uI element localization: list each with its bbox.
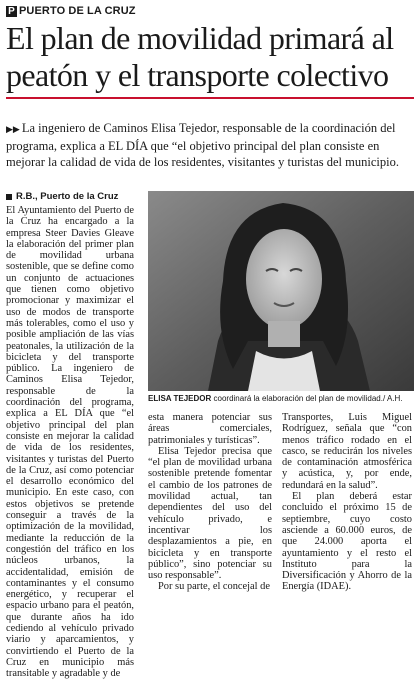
body-paragraph: El Ayuntamiento del Puerto de la Cruz ha encargado a la empresa Steer Davies Gleave la elaboración del primer plan de movilidad urbana sostenible, que se define como un conjunto de actuaciones que tienen como objetivo promocionar y maximizar el uso de modos de transporte más tolerables, como el uso y posible ampliación de las vías peatonales, la utilización de la bicicleta y del transporte público. La ingeniero de Caminos Elisa Tejedor, responsable de la coordinación del programa, explica a EL DÍA que “el objetivo principal del plan consiste en mejorar la calidad de vida de los residentes, visitantes y turistas del Puerto de la Cruz, así como potenciar el desarrollo económico del municipio. En este caso, con estos objetivos se pretende conseguir a través de la optimización de la movilidad, mediante la reducción de la congestión del tráfico en los núcleos urbanos, la accidentalidad, emisión de contaminantes y el consumo energético, y recuperar el espacio urbano para el peatón, que durante años ha ido cediendo al vehículo privado viario y aparcamientos, y convirtiendo el Puerto de la Cruz en municipio más transitable y agradable y de [6, 205, 134, 679]
body-paragraph: Elisa Tejedor precisa que “el plan de movilidad urbana sostenible pretende fomentar el cambio de los patrones de movilidad actual, tan dependientes del uso del vehículo privado, e incentivar los desplazamientos a pie, en bicicleta y en transporte público”, sino potenciar su uso responsable”. [148, 445, 272, 582]
photo-elisa-tejedor [148, 191, 414, 391]
body-paragraph: El plan deberá estar concluido el próximo 15 de septiembre, cuyo costo asciende a 60.000 euros, de que 24.000 aporta el ayuntamiento y el resto el Instituto para la Diversificación y Ahorro de la Energía (IDAE). [282, 491, 412, 593]
caption-name: ELISA TEJEDOR [148, 394, 212, 403]
body-column-1 [6, 205, 134, 679]
body-column-3 [282, 412, 412, 593]
byline-square-icon [6, 194, 12, 200]
section-marker-icon: P [6, 6, 17, 17]
byline [6, 191, 118, 202]
caption-text: coordinará la elaboración del plan de movilidad. [211, 394, 383, 403]
byline-text: R.B., Puerto de la Cruz [16, 191, 119, 202]
body-paragraph: Transportes, Luis Miguel Rodríguez, señala que “con menos tráfico rodado en el casco, se reducirán los niveles de contaminación atmosférica y acústica, y, por ende, redundará en la salud”. [282, 412, 412, 491]
section-label: PUERTO DE LA CRUZ [19, 5, 136, 17]
photo-caption [148, 394, 414, 404]
headline-rule [6, 97, 414, 99]
photo-credit: / A.H. [382, 394, 403, 403]
body-paragraph: Por su parte, el concejal de [158, 581, 270, 593]
portrait-image [148, 191, 414, 391]
lead-text: La ingeniero de Caminos Elisa Tejedor, responsable de la coordinación del programa, explica a EL DÍA que “el objetivo principal del plan consiste en mejorar la calidad de vida de los residentes, visitantes y turistas del municipio. [6, 121, 399, 169]
body-column-2 [148, 412, 272, 593]
lead-paragraph [6, 120, 414, 170]
section-tag [6, 4, 136, 18]
double-arrow-icon: ▶▶ [6, 125, 20, 135]
body-paragraph: esta manera potenciar sus áreas comerciales, patrimoniales y turísticas”. [148, 412, 272, 446]
headline: El plan de movilidad primará al peatón y el transporte colectivo [6, 20, 394, 93]
